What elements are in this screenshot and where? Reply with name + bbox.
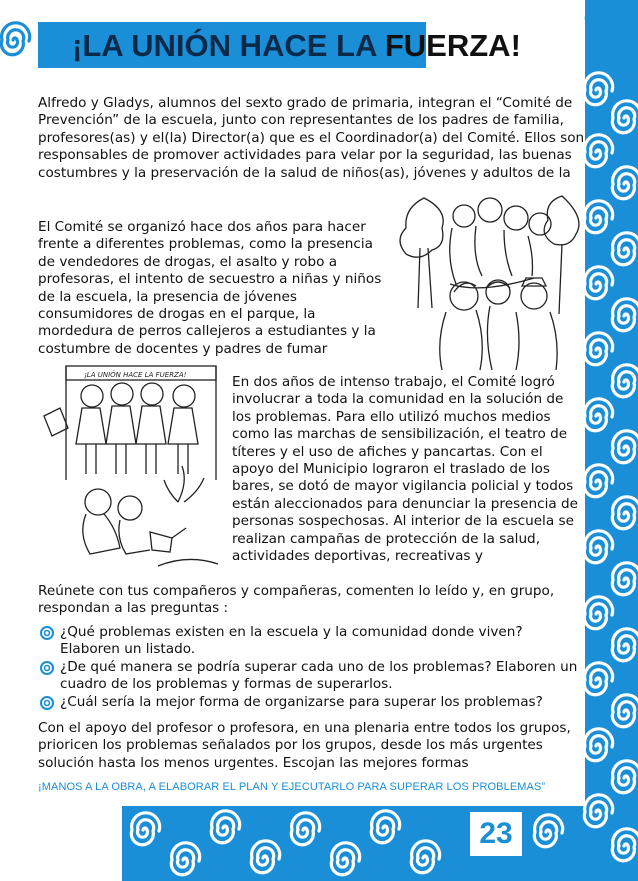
list-item	[38, 659, 578, 694]
title-part1: ¡LA UNIÓN HACE LA	[72, 28, 377, 63]
swirl-bullet-icon	[40, 626, 54, 640]
page-title	[72, 24, 521, 68]
list-item	[38, 624, 578, 659]
question-1: ¿Qué problemas existen en la escuela y la comunidad donde viven? Elaboren un listado.	[60, 624, 523, 658]
paragraph-1: Alfredo y Gladys, alumnos del sexto grado de primaria, integran el “Comité de Prevención” de la escuela, junto con representantes de los padres de familia, profesores(as) y el(la) Director(a) que es el Coordinador(a) del Comité. Ellos son responsables de promover actividades para velar por la seguridad, las buenas costumbres y la preservación de la salud de niños(as), jóvenes y adultos de la	[38, 95, 585, 181]
children-group-illustration	[394, 188, 586, 370]
title-part2: FUERZA!	[384, 28, 521, 63]
page-number: 23	[479, 817, 513, 850]
question-2: ¿De qué manera se podría superar cada uno de los problemas? Elaboren un cuadro de los problemas y formas de superarlos.	[60, 658, 578, 693]
questions-list	[38, 624, 578, 711]
footer-slogan: ¡MANOS A LA OBRA, A ELABORAR EL PLAN Y EJECUTARLO PARA SUPERAR LOS PROBLEMAS”	[38, 781, 546, 793]
kids-banner-planting-illustration	[38, 362, 230, 580]
paragraph-2: El Comité se organizó hace dos años para hacer frente a diferentes problemas, como la presencia de vendedores de drogas, el asalto y robo a profesoras, el intento de secuestro a niñas y niños de la escuela, la presencia de jóvenes consumidores de drogas en el parque, la mordedura de perros callejeros a estudiantes y la costumbre de docentes y padres de fumar	[38, 219, 382, 357]
paragraph-3: En dos años de intenso trabajo, el Comité logró involucrar a toda la comunidad en la solución de los problemas. Para ello utilizó muchos medios como las marchas de sensibilización, el teatro de títeres y el uso de afiches y pancartas. Con el apoyo del Municipio lograron el traslado de los bares, se dotó de mayor vigilancia policial y todos están aleccionados para denunciar la presencia de personas sospechosas. Al interior de la escuela se realizan campañas de protección de la salud, actividades deportivas, recreativas y	[232, 374, 579, 565]
banner-text: ¡LA UNIÓN HACE LA FUERZA!	[84, 371, 187, 379]
paragraph-4: Reúnete con tus compañeros y compañeras, comenten lo leído y, en grupo, respondan a las preguntas :	[38, 583, 555, 617]
swirl-bullet-icon	[40, 661, 54, 675]
page-number-box	[470, 812, 522, 856]
list-item	[38, 694, 578, 711]
paragraph-5: Con el apoyo del profesor o profesora, en una plenaria entre todos los grupos, prioricen los problemas señalados por los grupos, desde los más urgentes solución hasta los menos urgentes. Escojan las mejores formas	[38, 720, 571, 771]
swirl-bullet-icon	[40, 696, 54, 710]
question-3: ¿Cuál sería la mejor forma de organizarse para superar los problemas?	[60, 693, 543, 710]
